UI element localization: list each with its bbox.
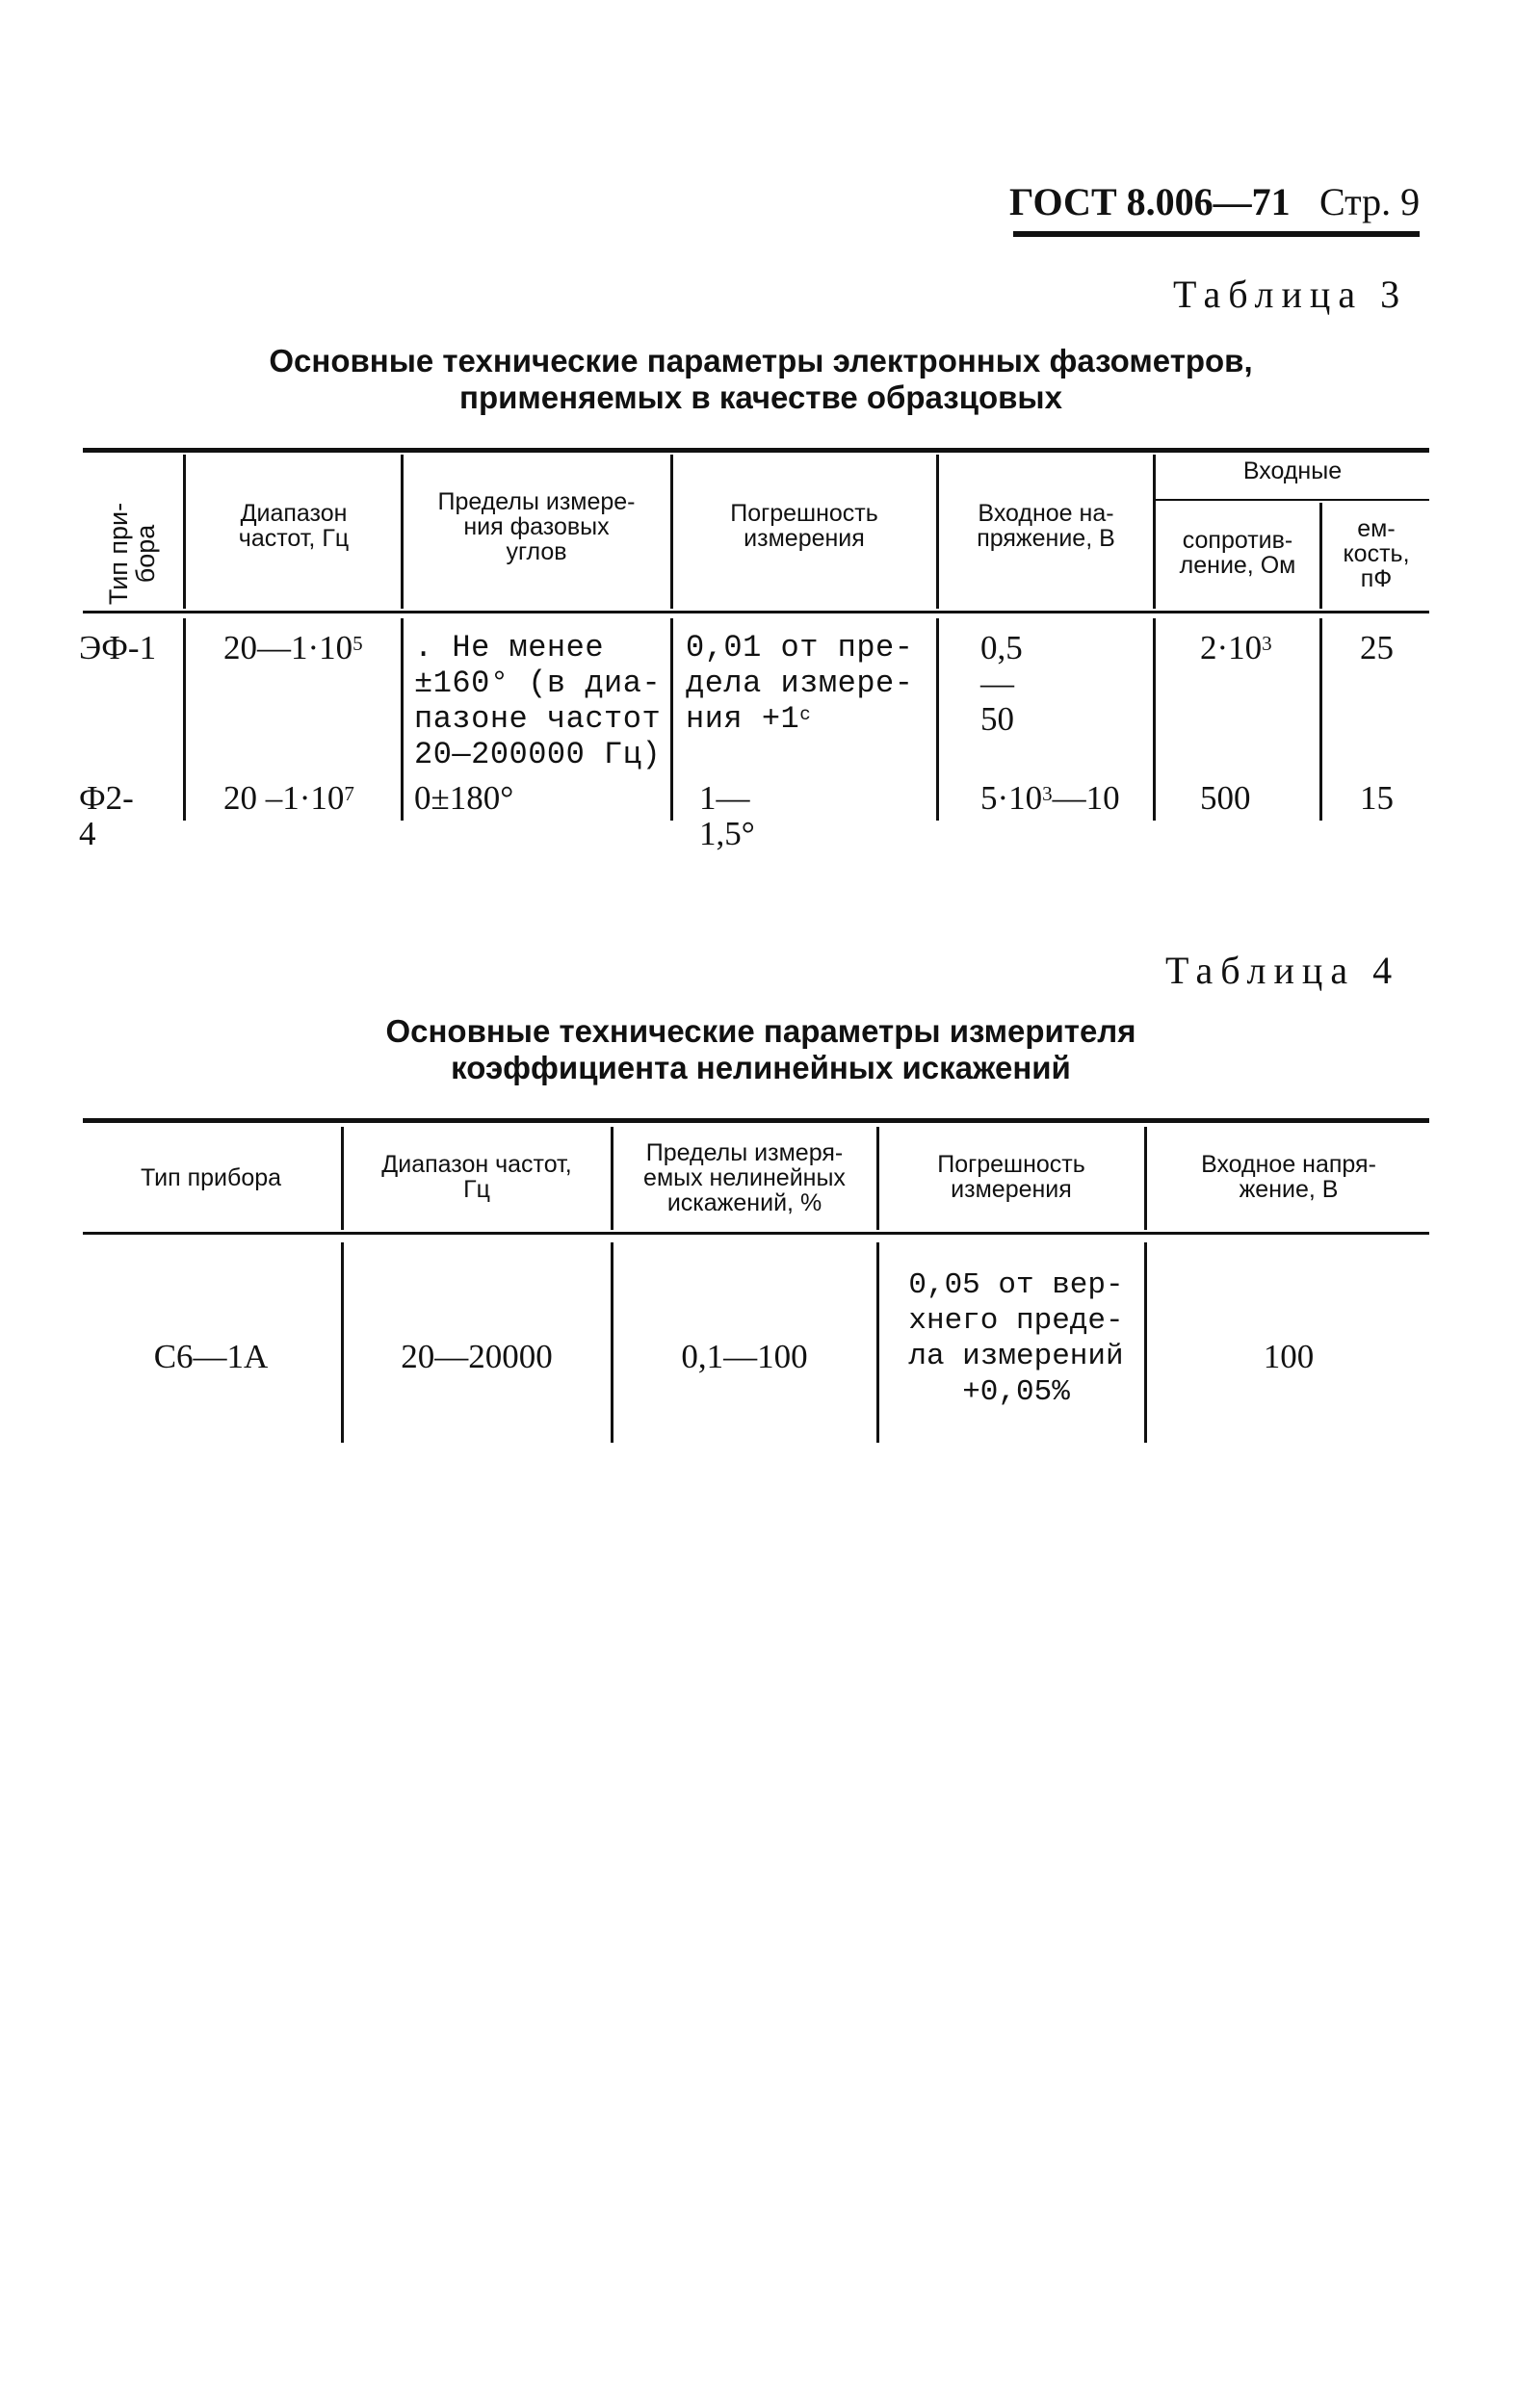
document-code: ГОСТ 8.006—71: [1009, 180, 1291, 223]
table4-col-type: Тип прибора: [140, 1164, 282, 1191]
table4-title-line2: коэффициента нелинейных искажений: [451, 1050, 1071, 1085]
table3-title: [193, 343, 1329, 416]
table4-row1-error: 0,05 от вер- хнего преде- ла измерений +0,05%: [908, 1268, 1124, 1409]
table3-title-line2: применяемых в качестве образцовых: [459, 379, 1062, 415]
table3-row1-type: ЭФ-1: [79, 629, 157, 666]
table3-col-type: Тип при- бора: [103, 502, 160, 606]
table4-col-error: Погрешность измерения: [937, 1151, 1085, 1203]
table3-col-error: Погрешность измерения: [730, 500, 878, 552]
table3-row2-type: Ф2-4: [79, 779, 134, 852]
table4-label: Таблица 4: [1165, 949, 1400, 992]
table4-title-line1: Основные технические параметры измерителя: [385, 1013, 1136, 1049]
table4-title: [212, 1013, 1310, 1086]
table3-header-rule: [83, 611, 1429, 613]
table3-col-voltage: Входное на- пряжение, В: [977, 500, 1115, 552]
table3-row1-freq: $20—1\cdot 10^5$: [223, 629, 363, 666]
table3-row1-limits: . Не менее ±160° (в диа- пазоне частот 20—200000 Гц): [414, 630, 662, 772]
table3-title-line1: Основные технические параметры электронных фазометров,: [269, 343, 1253, 378]
table4-header-rule: [83, 1232, 1429, 1235]
table3-row2-capacitance: 15: [1360, 779, 1394, 817]
table4-col-voltage: Входное напря- жение, В: [1201, 1151, 1376, 1203]
table3-row1-resistance: $2\cdot 10^3$: [1200, 629, 1272, 666]
table3-label: Таблица 3: [1173, 273, 1408, 316]
header-rule: [1013, 231, 1420, 237]
table4-row1-voltage: 100: [1263, 1338, 1315, 1375]
table3-row1-error: 0,01 от пре- дела измере- ния $+1^с$: [686, 630, 914, 737]
table3-row1-capacitance: 25: [1360, 629, 1394, 666]
table4-row1-type: С6—1А: [153, 1338, 269, 1375]
table3-top-rule: [83, 448, 1429, 453]
table3-col-capacitance: ем- кость, пФ: [1343, 515, 1410, 592]
table3-row2-resistance: 500: [1200, 779, 1251, 817]
table4-row1-limits: 0,1—100: [681, 1338, 808, 1375]
table3-col-limits: Пределы измере- ния фазовых углов: [437, 488, 636, 565]
table4-col-limits: Пределы измеря- емых нелинейных искажений, %: [643, 1139, 846, 1216]
table3-row2-voltage: $5\cdot 10^3—10$: [980, 779, 1120, 817]
table3-group-rule: [1156, 499, 1429, 501]
table3-col-input-group: Входные: [1242, 457, 1343, 484]
table4-row1-freq: 20—20000: [401, 1338, 553, 1375]
table3-row1-voltage: 0,5—50: [980, 629, 1023, 738]
table4-col-freq: Диапазон частот, Гц: [381, 1151, 572, 1203]
table4-top-rule: [83, 1118, 1429, 1123]
table3-row2-limits: 0±180°: [414, 779, 514, 817]
table3-row2-error: 1—1,5°: [699, 779, 755, 852]
page-number: Стр. 9: [1319, 180, 1421, 223]
table3-col-freq: Диапазон частот, Гц: [238, 500, 350, 552]
table3-row2-freq: 20 $-1\cdot 10^7$: [223, 779, 354, 817]
table3-col-resistance: сопротив- ление, Ом: [1179, 527, 1296, 579]
